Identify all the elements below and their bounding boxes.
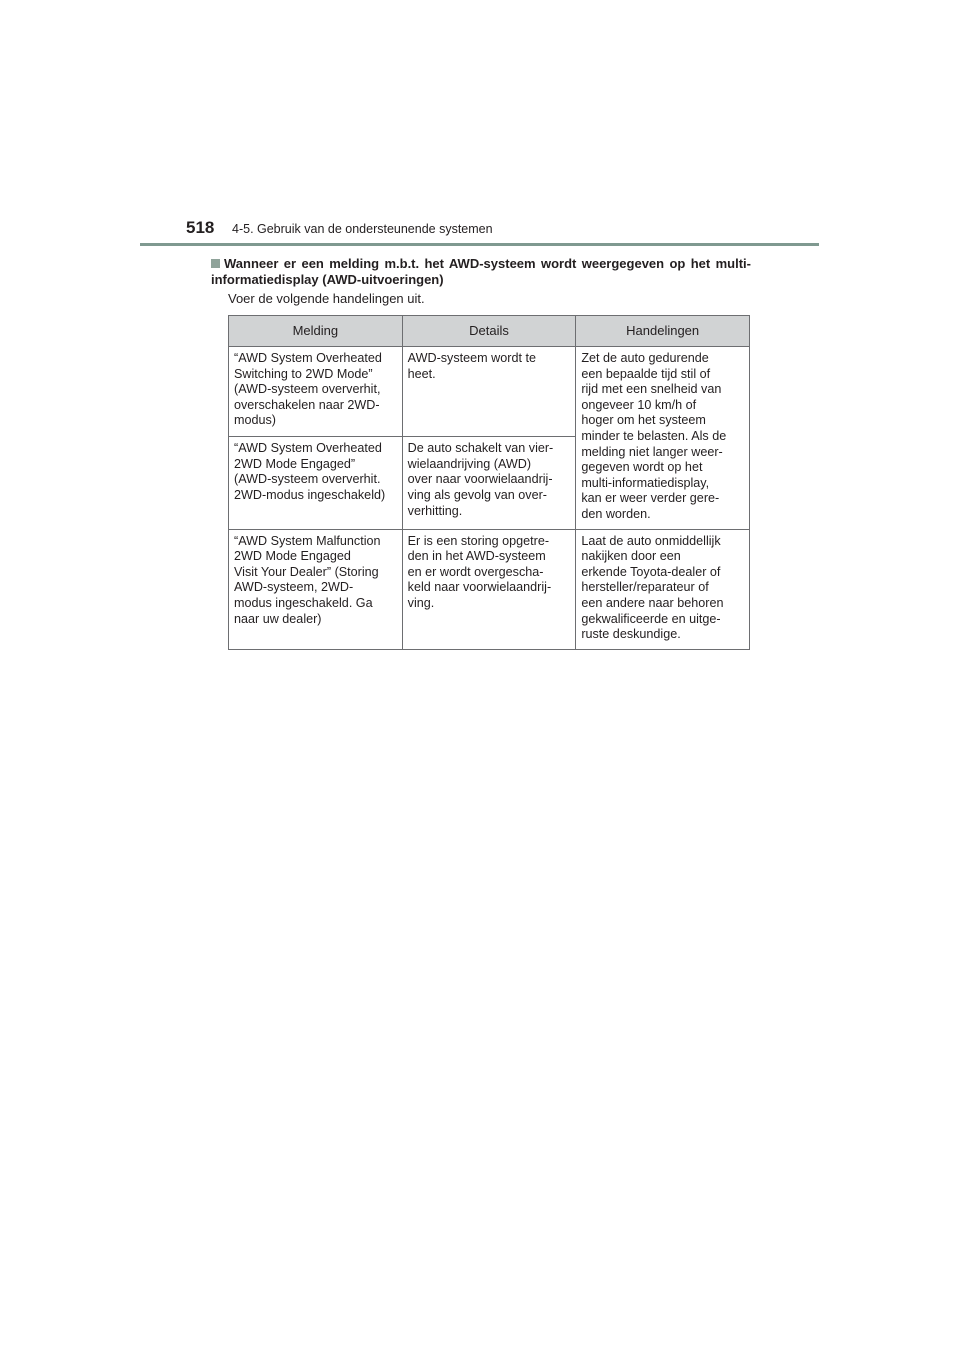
heading-text: Wanneer er een melding m.b.t. het AWD-systeem wordt weergegeven op het multi-informatiedisplay (AWD-uitvoeringen): [211, 256, 751, 287]
cell-melding: “AWD System Overheated 2WD Mode Engaged” (AWD-systeem oververhit. 2WD-modus ingeschakeld): [229, 437, 403, 529]
cell-details: Er is een storing opgetre- den in het AWD-systeem en er wordt overgescha- keld naar voorwielaandrij- ving.: [402, 529, 576, 649]
cell-details: AWD-systeem wordt te heet.: [402, 347, 576, 437]
intro-text: Voer de volgende handelingen uit.: [228, 291, 425, 306]
square-bullet-icon: [211, 259, 220, 268]
column-header-handelingen: Handelingen: [576, 316, 750, 347]
table-header-row: [229, 316, 750, 347]
page-number: 518: [186, 218, 215, 237]
cell-details: De auto schakelt van vier- wielaandrijving (AWD) over naar voorwielaandrij- ving als gevolg van over- verhitting.: [402, 437, 576, 529]
cell-handelingen: Laat de auto onmiddellijk nakijken door een erkende Toyota-dealer of hersteller/reparateur of een andere naar behoren gekwalificeerde en uitge- ruste deskundige.: [576, 529, 750, 649]
awd-message-table: [228, 315, 750, 650]
section-heading: [211, 256, 751, 288]
header-divider: [140, 243, 819, 246]
table-row: [229, 347, 750, 437]
table-row: [229, 529, 750, 649]
section-title: 4-5. Gebruik van de ondersteunende systemen: [232, 222, 493, 236]
cell-handelingen-shared: Zet de auto gedurende een bepaalde tijd stil of rijd met een snelheid van ongeveer 10 km/h of hoger om het systeem minder te belasten. Als de melding niet langer weer- gegeven wordt op het multi-informatiedisplay, kan er weer verder gere- den worden.: [576, 347, 750, 530]
column-header-melding: Melding: [229, 316, 403, 347]
cell-melding: “AWD System Malfunction 2WD Mode Engaged Visit Your Dealer” (Storing AWD-systeem, 2WD- modus ingeschakeld. Ga naar uw dealer): [229, 529, 403, 649]
column-header-details: Details: [402, 316, 576, 347]
cell-melding: “AWD System Overheated Switching to 2WD Mode” (AWD-systeem oververhit, overschakelen naar 2WD- modus): [229, 347, 403, 437]
